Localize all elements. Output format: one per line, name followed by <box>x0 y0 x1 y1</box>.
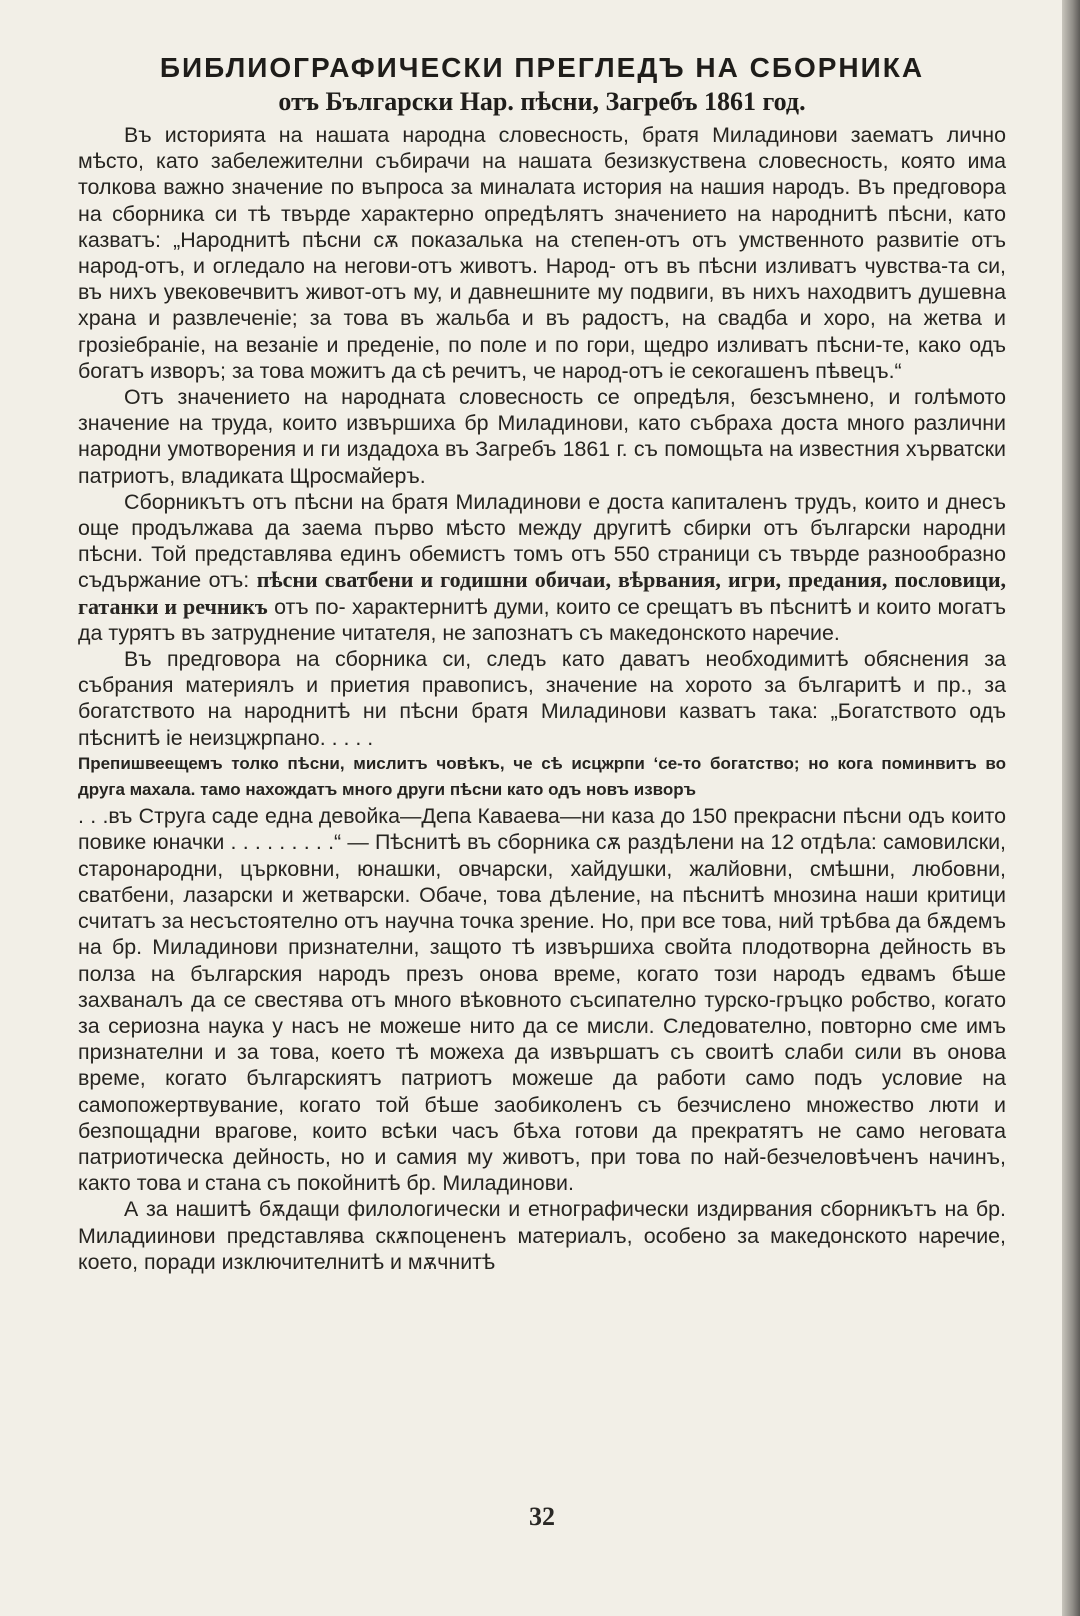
paragraph-5: А за нашитѣ бѫдащи филологически и етнографически издирвания сборникътъ на бр. Миладиинови представлява скѫпоцененъ материалъ, особено за македонското наречие, което, поради изключителнитѣ и мѫчнитѣ <box>78 1197 1006 1274</box>
quote-small: Препишвеещемъ толко пѣсни, мислитъ човѣкъ, че сѣ исцжрпи ‘се-то богатство; но кога поминвитъ во друга махала. тамо нахождатъ много други пѣсни като одъ новъ изворъ <box>78 753 1006 800</box>
paragraph-3-text-a: Сборникътъ отъ пѣсни на братя Миладинови е доста капиталенъ трудъ, които и днесъ още продължава да заема първо мѣсто между другитѣ сбирки отъ български народни пѣсни. Той представлява единъ обемистъ томъ отъ 550 страници съ твърде разнообразно съдържание отъ: <box>78 489 1006 593</box>
page-number: 32 <box>529 1502 555 1531</box>
book-edge-shadow <box>1062 0 1080 1616</box>
paragraph-4-continued: . . .въ Струга саде една девойка—Депа Каваева—ни каза до 150 прекрасни пѣсни одъ които повике юначки . . . . . . . . .“ — Пѣснитѣ въ сборника сѫ раздѣлени на 12 отдѣла: самовилски, старонародни, църковни, юнашки, овчарски, хайдушки, жалйовни, смѣшни, любовни, сватбени, лазарски и жетварски. Обаче, това дѣление, на пѣснитѣ мнозина наши критици считатъ за несъстоятелно отъ научна точка зрение. Но, при все това, ний трѣбва да бѫдемъ на бр. Миладинови признателни, защото тѣ извършиха свойта плодотворна дейность въ полза на българския народъ презъ онова време, когато този народъ едвамъ бѣше захваналъ да се свестява отъ много вѣковното съсипателно турско-гръцко робство, когато за сериозна наука у насъ не можеше нито да се мисли. Следователно, повторно сме имъ признателни и за това, което тѣ можеха да извършатъ съ своитѣ слаби сили въ онова време, когато българскиятъ патриотъ можеше да работи само подъ условие на самопожертвувание, когато той бѣше заобиколенъ съ безчислено множество люти и безпощадни врагове, които всѣки часъ бѣха готови да прекратятъ не само неговата патриотическа дейность, но и самия му животъ, при това по най-безчеловѣченъ начинъ, както това и стана съ покойнитѣ бр. Миладинови. <box>78 804 1006 1196</box>
paragraph-3-text-b: отъ по- характернитѣ думи, които се срещатъ въ пѣснитѣ и които могатъ да турятъ въ затруднение читателя, не запознатъ съ македонското наречие. <box>78 594 1006 645</box>
paragraph-3-bold: пѣсни сватбени и годишни обичаи, вѣрвания, игри, предания, пословици, гатанки и речникъ <box>78 567 1006 619</box>
article-title: БИБЛИОГРАФИЧЕСКИ ПРЕГЛЕДЪ НА СБОРНИКА <box>159 52 925 83</box>
paragraph-2: Отъ значението на народната словесность се опредѣля, безсъмнено, и голѣмото значение на труда, които извършиха бр Миладинови, като събраха доста много различни народни умотворения и ги издадоха въ Загребъ 1861 г. съ помощьта на известния хърватски патриотъ, владиката Щросмайеръ. <box>78 385 1006 488</box>
article-subtitle: отъ Български Нар. пѣсни, Загребъ 1861 год. <box>278 87 806 116</box>
paragraph-3 <box>78 489 1006 646</box>
paragraph-4: Въ предговора на сборника си, следъ като даватъ необходимитѣ обяснения за събрания материялъ и приетия правописъ, значение на хорото за българитѣ и пр., за богатството на народнитѣ ни пѣсни братя Миладинови казватъ така: „Богатството одъ пѣснитѣ іе неизцжрпано. . . . . <box>78 647 1006 750</box>
article <box>78 50 1006 1531</box>
paragraph-1: Въ историята на нашата народна словесность, братя Миладинови заематъ лично мѣсто, като забележителни събирачи на нашата безизкуствена словесность, която има толкова важно значение по въпроса за миналата история на нашия народъ. Въ предговора на сборника си тѣ твърде характерно опредѣлятъ значението на народнитѣ пѣсни, като казватъ: „Народнитѣ пѣсни сѫ показалька на степен-отъ отъ умственното развитіе отъ народ-отъ, и огледало на негови-отъ животъ. Народ- отъ въ пѣсни изливатъ чувства-та си, въ нихъ увековечвитъ живот-отъ му, и давнешните му подвиги, въ нихъ находвитъ душевна храна и развлеченіе; за това въ жальба и въ радостъ, на свадба и хоро, на жетва и грозіебраніе, на везаніе и преденіе, по поле и по гори, щедро изливатъ пѣсни-те, како одъ богатъ изворъ; за това можитъ да сѣ речитъ, че народ-отъ іе секогашенъ пѣвецъ.“ <box>78 123 1006 383</box>
